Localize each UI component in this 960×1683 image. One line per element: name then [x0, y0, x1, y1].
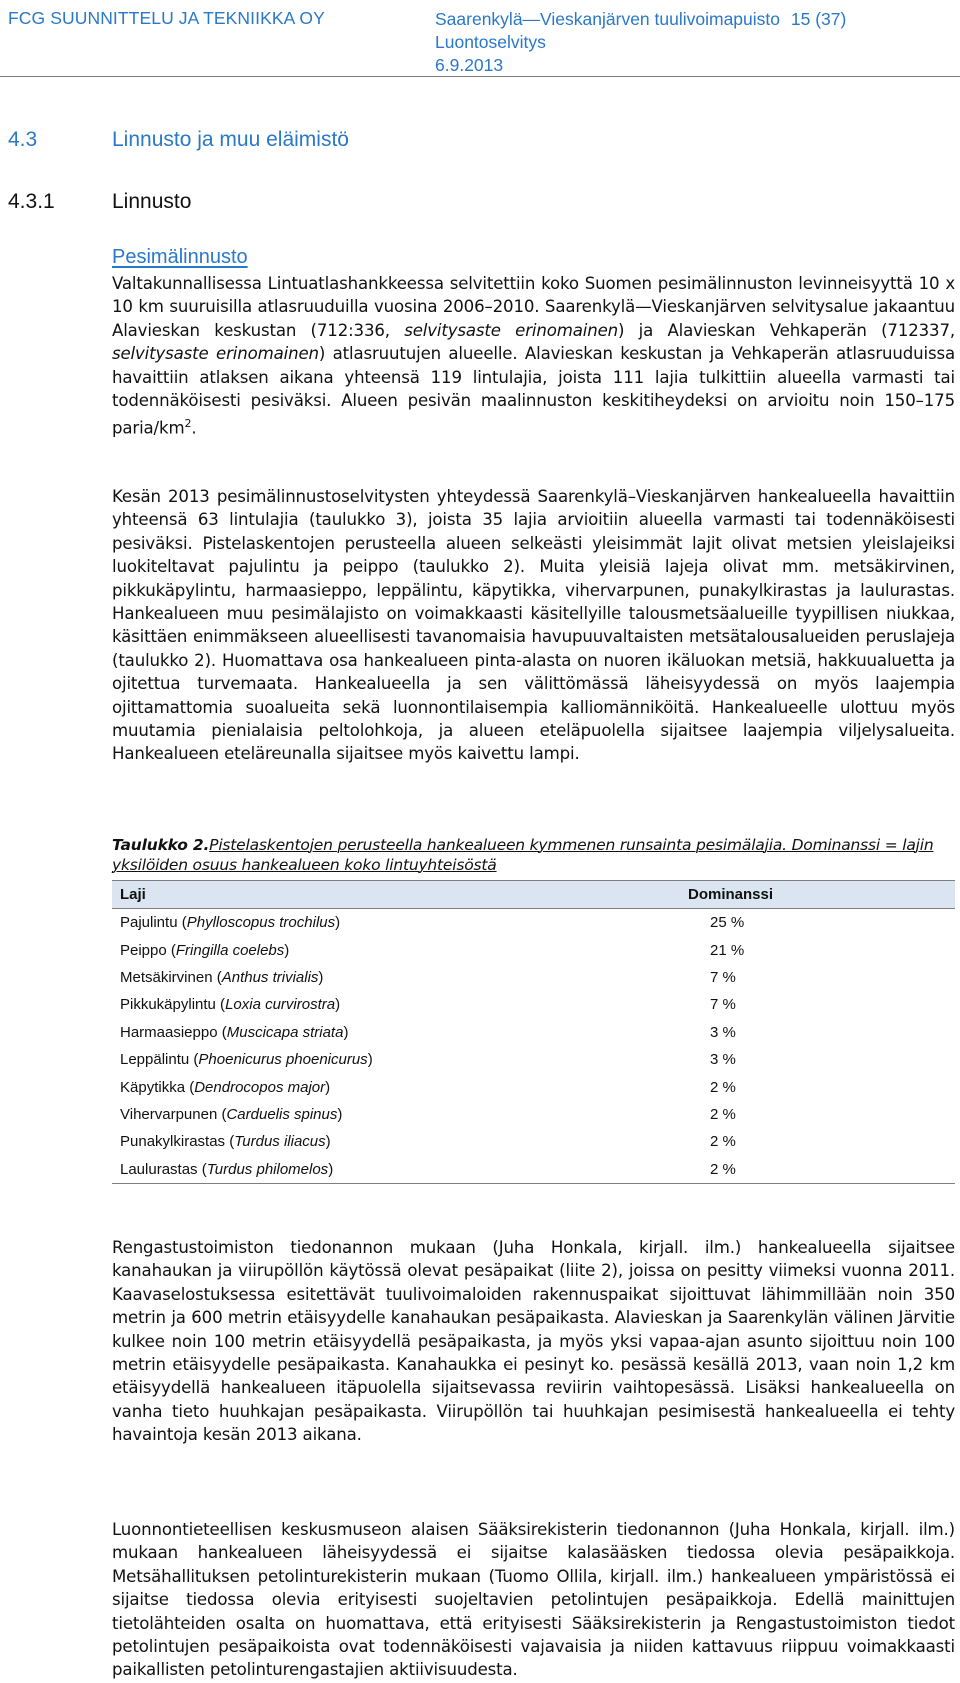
page-header — [0, 0, 960, 78]
table-row — [112, 936, 955, 963]
paragraph-survey-2013: Kesän 2013 pesimälinnustoselvitysten yhteydessä Saarenkylä–Vieskanjärven hankealueella havaittiin yhteensä 63 lintulajia (taulukko 3), joista 35 lajia arvioitiin alueella varmasti tai todennäköisesti pesiväksi. Pistelaskentojen perusteella alueen selkeästi yleisimmät lajit olivat metsien yleislajeiksi luokiteltavat pajulintu ja peippo (taulukko 2). Muita yleisiä lajeja olivat mm. metsäkirvinen, pikkukäpylintu, harmaasieppo, leppälintu, käpytikka, vihervarpunen, punakylkirastas ja laulurastas. Hankealueen muu pesimälajisto on voimakkaasti käsitellyille talousmetsäalueille tyypillisen niukkaa, käsittäen enimmäkseen alueellisesti tavanomaisia havupuuvaltaisten metsätalousalueiden peruslajeja (taulukko 2). Huomattava osa hankealueen pinta-alasta on nuoren ikäluokan metsiä, hakkuualuetta ja ojitettua turvemaata. Hankealueella ja sen välittömässä läheisyydessä on myös laajempia ojittamattomia suoalueita sekä luonnontilaisempia kalliomänniköitä. Hankealueelle ulottuu myös muutamia pienialaisia peltolohkoja, ja alueen eteläpuolella sijaitsee laajempia viljelysalueita. Hankealueen eteläreunalla sijaitsee myös kaivettu lampi. — [112, 487, 955, 764]
species-latin-name: Fringilla coelebs — [175, 941, 285, 959]
table-row — [112, 1073, 955, 1100]
subsection-number: 4.3.1 — [8, 190, 55, 213]
species-cell: Harmaasieppo (Muscicapa striata) — [120, 1023, 349, 1041]
species-cell: Peippo (Fringilla coelebs) — [120, 941, 290, 959]
table-header-row — [112, 881, 955, 909]
table-body — [112, 909, 955, 1184]
species-name: Punakylkirastas — [120, 1133, 226, 1151]
species-name: Harmaasieppo — [120, 1023, 218, 1041]
paragraph-ringing-office: Rengastustoimiston tiedonannon mukaan (Juha Honkala, kirjall. ilm.) hankealueella sijaitsee kanahaukan ja viirupöllön käytössä olevat pesäpaikat (liite 2), joissa on pesitty viimeksi vuonna 2011. Kaavaselostuksessa esitettävät tuulivoimaloiden rakennuspaikat sijoittuvat lähimmillään noin 350 metrin ja 600 metrin etäisyydelle kanahaukan pesäpaikasta. Alavieskan ja Saarenkylän välinen Järvitie kulkee noin 100 metrin etäisyydellä pesäpaikasta, ja myös yksi vapaa-ajan asunto sijoittuu noin 100 metrin etäisyydelle pesäpaikasta. Kanahaukka ei pesinyt ko. pesässä kesällä 2013, vaan noin 1,2 km etäisyydellä hankealueen itäpuolella sijaitsevassa reviirin vaihtopesässä. Lisäksi hankealueella on vanha tieto huuhkajan pesäpaikasta. Viirupöllön tai huuhkajan pesimisestä hankealueella ei tehty havaintoja kesän 2013 aikana. — [112, 1238, 955, 1445]
dominance-cell: 2 % — [710, 1105, 736, 1123]
page-number: 15 (37) — [790, 9, 847, 29]
table-caption — [112, 835, 955, 875]
species-name: Laulurastas — [120, 1160, 198, 1178]
species-cell: Metsäkirvinen (Anthus trivialis) — [120, 968, 324, 986]
project-title: Saarenkylä—Vieskanjärven tuulivoimapuisto — [435, 9, 781, 29]
species-latin-name: Turdus iliacus — [234, 1133, 326, 1151]
dominance-cell: 21 % — [710, 941, 745, 959]
species-name: Peippo — [120, 941, 167, 959]
text-run-italic: selvitysaste erinomainen — [112, 344, 319, 364]
column-header-dominance: Dominanssi — [688, 881, 955, 909]
dominance-cell: 7 % — [710, 968, 736, 986]
species-cell: Pajulintu (Phylloscopus trochilus) — [120, 914, 341, 932]
species-cell: Pikkukäpylintu (Loxia curvirostra) — [120, 996, 341, 1014]
section-number: 4.3 — [8, 128, 38, 151]
header-info — [435, 8, 846, 77]
header-divider — [0, 76, 960, 77]
species-name: Metsäkirvinen — [120, 968, 213, 986]
species-cell: Vihervarpunen (Carduelis spinus) — [120, 1105, 343, 1123]
species-cell: Punakylkirastas (Turdus iliacus) — [120, 1133, 331, 1151]
report-type: Luontoselvitys — [435, 32, 546, 52]
table-row — [112, 909, 955, 937]
species-cell: Leppälintu (Phoenicurus phoenicurus) — [120, 1051, 373, 1069]
species-latin-name: Dendrocopos major — [194, 1078, 326, 1096]
species-latin-name: Turdus philomelos — [206, 1160, 329, 1178]
section-title: Linnusto ja muu eläimistö — [112, 128, 349, 151]
species-latin-name: Anthus trivialis — [221, 968, 319, 986]
text-run: . — [191, 418, 197, 438]
dominance-cell: 7 % — [710, 996, 736, 1014]
column-header-species: Laji — [112, 881, 688, 909]
text-run-italic: selvitysaste erinomainen — [404, 320, 619, 340]
dominance-cell: 3 % — [710, 1051, 736, 1069]
company-name: FCG SUUNNITTELU JA TEKNIIKKA OY — [8, 8, 325, 28]
species-name: Leppälintu — [120, 1051, 190, 1069]
species-name: Vihervarpunen — [120, 1105, 218, 1123]
subheading: Pesimälinnusto — [112, 246, 248, 268]
paragraph-atlas — [112, 272, 955, 440]
text-run: ) atlasruutujen alueelle. Alavieskan keskustan ja Vehkaperän atlasruuduissa havaittiin atlaksen aikana yhteensä 119 lintulajia, joista 111 lajia tulkittiin alueella varmasti tai todennäköisesti pesiväksi. Alueen pesivän maalinnuston keskitiheydeksi on arvioitu noin 150–175 paria/km — [112, 344, 955, 438]
species-latin-name: Muscicapa striata — [226, 1023, 344, 1041]
text-run: Valtakunnallisessa Lintuatlashankkeessa selvitettiin koko Suomen pesimälinnuston levinneisyyttä 10 x 10 km suuruisilla atlasruuduilla vuosina 2006–2010. Saarenkylä—Vieskanjärven selvitysalue jakaantuu Alavieskan keskustan (712:336, — [112, 274, 955, 340]
table-row — [112, 1046, 955, 1073]
species-latin-name: Phylloscopus trochilus — [186, 914, 336, 932]
dominance-cell: 2 % — [688, 1156, 955, 1184]
table-row — [112, 1019, 955, 1046]
species-latin-name: Phoenicurus phoenicurus — [198, 1051, 368, 1069]
species-name: Käpytikka — [120, 1078, 186, 1096]
text-run: ) ja Alavieskan Vehkaperän (712337, — [618, 320, 955, 340]
caption-text: Pistelaskentojen perusteella hankealueen kymmenen runsainta pesimälajia. Dominanssi = lajin yksilöiden osuus hankealueen koko lintuyhteisöstä — [112, 836, 934, 874]
table-row — [112, 1128, 955, 1155]
subsection-heading — [8, 190, 191, 214]
species-latin-name: Carduelis spinus — [226, 1105, 338, 1123]
report-date: 6.9.2013 — [435, 55, 504, 75]
table-row — [112, 1156, 955, 1184]
caption-label: Taulukko 2. — [112, 836, 210, 854]
dominance-cell: 3 % — [710, 1023, 736, 1041]
table-row — [112, 991, 955, 1018]
subsection-title: Linnusto — [112, 190, 192, 213]
superscript: 2 — [184, 417, 192, 431]
species-name: Pikkukäpylintu — [120, 996, 216, 1014]
dominance-cell: 2 % — [710, 1133, 736, 1151]
dominance-cell: 25 % — [710, 914, 745, 932]
species-cell: Laulurastas (Turdus philomelos) — [112, 1156, 688, 1184]
species-cell: Käpytikka (Dendrocopos major) — [120, 1078, 331, 1096]
table-row — [112, 964, 955, 991]
dominance-cell: 2 % — [710, 1078, 736, 1096]
paragraph-osprey-register: Luonnontieteellisen keskusmuseon alaisen Sääksirekisterin tiedonannon (Juha Honkala, kirjall. ilm.) mukaan hankealueen läheisyydessä ei sijaitse kalasääsken tiedossa olevia pesäpaikkoja. Metsähallituksen petolinturekisterin mukaan (Tuomo Ollila, kirjall. ilm.) hankealueen ympäristössä ei sijaitse tiedossa olevia erityisesti suojeltavien petolintujen pesäpaikkoja. Edellä mainittujen tietolähteiden osalta on huomattava, että erityisesti Sääksirekisterin ja Rengastustoimiston tiedot petolintujen pesäpaikoista ovat todennäköisesti vajavaisia ja niiden kattavuus riippuu voimakkaasti paikallisten petolinturengastajien aktiivisuudesta. — [112, 1520, 955, 1680]
section-heading — [8, 128, 349, 152]
table-row — [112, 1101, 955, 1128]
species-latin-name: Loxia curvirostra — [225, 996, 336, 1014]
species-table — [112, 880, 955, 1184]
species-name: Pajulintu — [120, 914, 178, 932]
